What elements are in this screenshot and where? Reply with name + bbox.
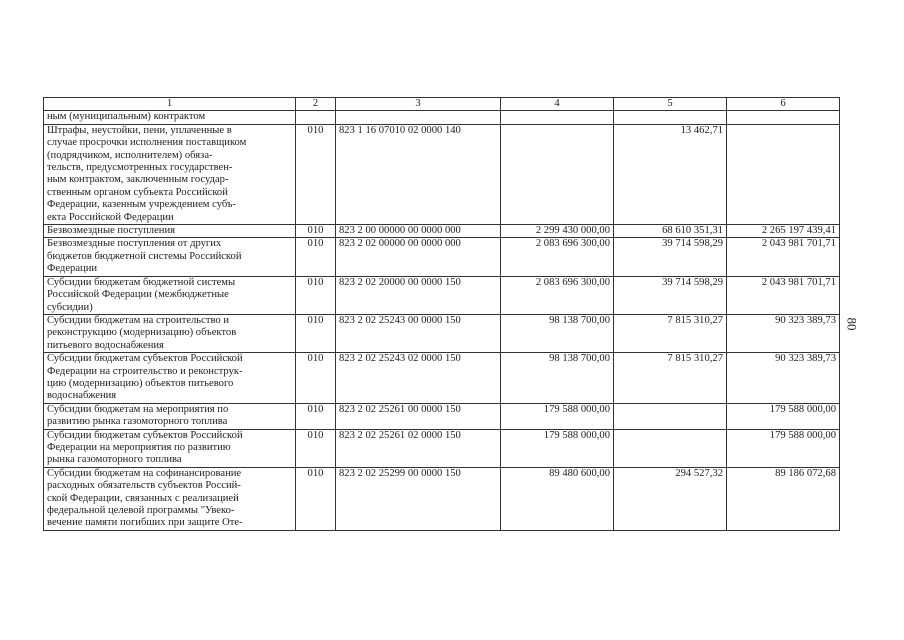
row-admin-code: 010 <box>296 314 336 352</box>
page-number: 80 <box>844 317 860 331</box>
row-classification-code: 823 2 02 25299 00 0000 150 <box>336 467 501 530</box>
row-value-col4: 2 299 430 000,00 <box>501 225 614 238</box>
row-admin-code: 010 <box>296 353 336 404</box>
row-value-col6: 89 186 072,68 <box>727 467 840 530</box>
description-line: ственным органом субъекта Российской <box>47 186 228 198</box>
description-line: Субсидии бюджетам на строительство и <box>47 314 230 326</box>
header-cell: 6 <box>727 98 840 111</box>
row-admin-code: 010 <box>296 429 336 467</box>
description-line: Субсидии бюджетам на софинансирование <box>47 467 242 479</box>
row-classification-code <box>336 111 501 124</box>
row-value-col5: 7 815 310,27 <box>614 314 727 352</box>
row-classification-code: 823 2 00 00000 00 0000 000 <box>336 225 501 238</box>
row-admin-code: 010 <box>296 238 336 276</box>
row-description <box>44 314 296 352</box>
description-line: Российской Федерации (межбюджетные <box>47 289 229 301</box>
description-line: ным контрактом, заключенным государ- <box>47 174 229 186</box>
description-line: рынка газомоторного топлива <box>47 454 182 466</box>
description-line: субсидии) <box>47 301 93 313</box>
description-line: водоснабжения <box>47 390 117 402</box>
row-value-col6 <box>727 124 840 224</box>
row-admin-code: 010 <box>296 403 336 429</box>
row-value-col4: 2 083 696 300,00 <box>501 238 614 276</box>
row-value-col4 <box>501 124 614 224</box>
row-classification-code: 823 2 02 25243 00 0000 150 <box>336 314 501 352</box>
description-line: питьевого водоснабжения <box>47 339 164 351</box>
row-admin-code: 010 <box>296 225 336 238</box>
header-cell: 5 <box>614 98 727 111</box>
row-value-col4: 89 480 600,00 <box>501 467 614 530</box>
row-classification-code: 823 2 02 25261 02 0000 150 <box>336 429 501 467</box>
row-value-col5: 294 527,32 <box>614 467 727 530</box>
table-row <box>44 403 840 429</box>
description-line: Субсидии бюджетам бюджетной системы <box>47 276 236 288</box>
row-value-col5: 39 714 598,29 <box>614 238 727 276</box>
row-value-col6: 179 588 000,00 <box>727 429 840 467</box>
row-classification-code: 823 1 16 07010 02 0000 140 <box>336 124 501 224</box>
description-line: цию (модернизацию) объектов питьевого <box>47 377 234 389</box>
table-row <box>44 111 840 124</box>
table-row <box>44 225 840 238</box>
row-value-col5 <box>614 403 727 429</box>
row-description <box>44 111 296 124</box>
description-line: тельств, предусмотренных государствен- <box>47 162 233 174</box>
row-value-col4: 98 138 700,00 <box>501 353 614 404</box>
row-description <box>44 429 296 467</box>
row-value-col6: 90 323 389,73 <box>727 353 840 404</box>
row-value-col6: 179 588 000,00 <box>727 403 840 429</box>
row-value-col5: 39 714 598,29 <box>614 276 727 314</box>
row-description <box>44 403 296 429</box>
row-value-col5 <box>614 111 727 124</box>
row-description <box>44 238 296 276</box>
header-cell: 1 <box>44 98 296 111</box>
description-line: Федерации на мероприятия по развитию <box>47 441 231 453</box>
description-line: Федерации <box>47 263 98 275</box>
row-value-col6: 2 043 981 701,71 <box>727 238 840 276</box>
row-value-col6 <box>727 111 840 124</box>
table-row <box>44 276 840 314</box>
row-value-col6: 90 323 389,73 <box>727 314 840 352</box>
description-line: Субсидии бюджетам на мероприятия по <box>47 403 229 415</box>
row-value-col6: 2 265 197 439,41 <box>727 225 840 238</box>
row-classification-code: 823 2 02 20000 00 0000 150 <box>336 276 501 314</box>
description-line: Безвозмездные поступления от других <box>47 238 222 250</box>
row-value-col5: 68 610 351,31 <box>614 225 727 238</box>
description-line: Федерации, казенным учреждением субъ- <box>47 199 236 211</box>
row-admin-code: 010 <box>296 124 336 224</box>
description-line: Субсидии бюджетам субъектов Российской <box>47 429 243 441</box>
row-description <box>44 353 296 404</box>
table-row <box>44 467 840 530</box>
header-row <box>44 98 840 111</box>
description-line: Федерации на строительство и реконструк- <box>47 365 243 377</box>
description-line: екта Российской Федерации <box>47 211 174 223</box>
row-classification-code: 823 2 02 25243 02 0000 150 <box>336 353 501 404</box>
row-admin-code <box>296 111 336 124</box>
description-line: ской Федерации, связанных с реализацией <box>47 492 239 504</box>
row-classification-code: 823 2 02 00000 00 0000 000 <box>336 238 501 276</box>
description-line: федеральной целевой программы "Увеко- <box>47 505 235 516</box>
description-line: вечение памяти погибших при защите Оте- <box>47 517 243 529</box>
row-value-col4 <box>501 111 614 124</box>
description-line: Субсидии бюджетам субъектов Российской <box>47 353 243 365</box>
description-line: ным (муниципальным) контрактом <box>47 111 206 123</box>
budget-revenue-table <box>43 97 840 531</box>
description-line: расходных обязательств субъектов Россий- <box>47 480 241 492</box>
table-row <box>44 124 840 224</box>
header-cell: 2 <box>296 98 336 111</box>
row-description <box>44 225 296 238</box>
row-description <box>44 124 296 224</box>
description-line: реконструкцию (модернизацию) объектов <box>47 327 237 339</box>
row-value-col4: 2 083 696 300,00 <box>501 276 614 314</box>
description-line: Штрафы, неустойки, пени, уплаченные в <box>47 124 232 136</box>
row-value-col5: 13 462,71 <box>614 124 727 224</box>
row-value-col5 <box>614 429 727 467</box>
row-description <box>44 276 296 314</box>
row-value-col5: 7 815 310,27 <box>614 353 727 404</box>
header-cell: 4 <box>501 98 614 111</box>
row-value-col4: 179 588 000,00 <box>501 403 614 429</box>
table-row <box>44 314 840 352</box>
row-admin-code: 010 <box>296 276 336 314</box>
row-classification-code: 823 2 02 25261 00 0000 150 <box>336 403 501 429</box>
table-row <box>44 353 840 404</box>
description-line: бюджетов бюджетной системы Российской <box>47 250 242 262</box>
row-admin-code: 010 <box>296 467 336 530</box>
header-cell: 3 <box>336 98 501 111</box>
table-body <box>44 98 840 531</box>
row-value-col4: 179 588 000,00 <box>501 429 614 467</box>
row-value-col6: 2 043 981 701,71 <box>727 276 840 314</box>
description-line: Безвозмездные поступления <box>47 225 176 237</box>
description-line: развитию рынка газомоторного топлива <box>47 416 228 428</box>
table-row <box>44 238 840 276</box>
description-line: (подрядчиком, исполнителем) обяза- <box>47 149 213 161</box>
row-description <box>44 467 296 530</box>
table-row <box>44 429 840 467</box>
description-line: случае просрочки исполнения поставщиком <box>47 137 247 149</box>
row-value-col4: 98 138 700,00 <box>501 314 614 352</box>
